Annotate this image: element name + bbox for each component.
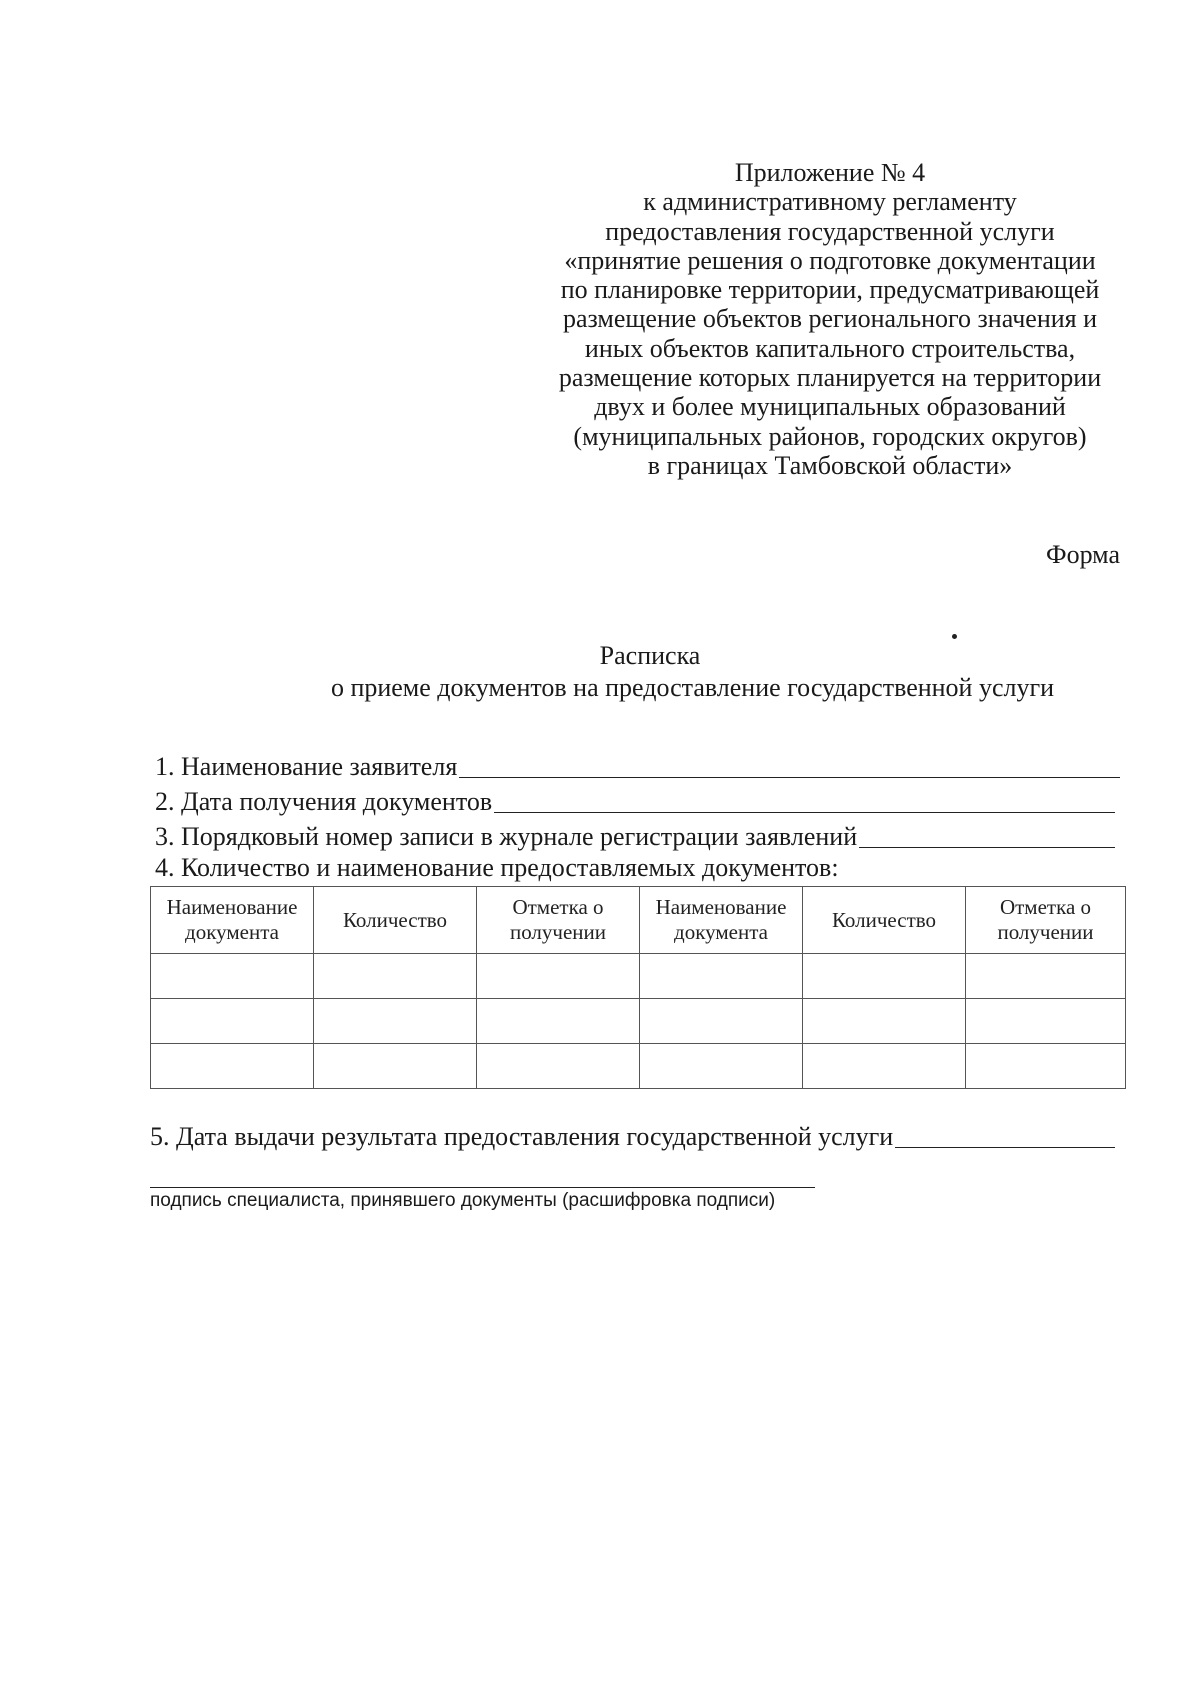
- signature-line[interactable]: [150, 1187, 815, 1188]
- receipt-title: Расписка: [599, 641, 701, 670]
- documents-table: [150, 886, 1126, 1089]
- table-cell[interactable]: [314, 999, 477, 1044]
- field-label: 4. Количество и наименование предоставляемых документов:: [155, 853, 839, 882]
- appendix-line: в границах Тамбовской области»: [647, 450, 1013, 480]
- appendix-line: Приложение № 4: [734, 158, 926, 187]
- field-result-date: [150, 1122, 1115, 1152]
- appendix-line: по планировке территории, предусматривающей: [560, 275, 1100, 305]
- signature-caption: подпись специалиста, принявшего документы (расшифровка подписи): [150, 1190, 776, 1211]
- table-cell[interactable]: [640, 954, 803, 999]
- column-header: Количество: [314, 887, 477, 954]
- table-cell[interactable]: [477, 954, 640, 999]
- table-header-row: [151, 887, 1126, 954]
- appendix-line: «принятие решения о подготовке документации: [564, 245, 1096, 275]
- table-cell[interactable]: [966, 999, 1126, 1044]
- field-journal-number: [155, 822, 1115, 852]
- appendix-header: [520, 158, 1140, 480]
- appendix-line: предоставления государственной услуги: [605, 216, 1055, 246]
- table-cell[interactable]: [803, 1044, 966, 1089]
- field-label: 3. Порядковый номер записи в журнале регистрации заявлений: [155, 822, 858, 851]
- field-label: 2. Дата получения документов: [155, 787, 493, 816]
- appendix-line: размещение которых планируется на территории: [558, 363, 1102, 393]
- table-cell[interactable]: [640, 999, 803, 1044]
- fill-line[interactable]: [895, 1147, 1115, 1148]
- table-cell[interactable]: [477, 999, 640, 1044]
- receipt-subtitle: о приеме документов на предоставление государственной услуги: [330, 673, 1055, 702]
- table-cell[interactable]: [314, 1044, 477, 1089]
- field-documents-list: [155, 853, 839, 883]
- table-cell[interactable]: [640, 1044, 803, 1089]
- column-header: Отметка о получении: [477, 887, 640, 954]
- appendix-line: (муниципальных районов, городских округов): [573, 421, 1087, 451]
- table-cell[interactable]: [151, 999, 314, 1044]
- column-header: Отметка о получении: [966, 887, 1126, 954]
- scan-dot: [952, 634, 957, 639]
- table-cell[interactable]: [966, 1044, 1126, 1089]
- appendix-line: размещение объектов регионального значения и: [562, 304, 1098, 334]
- column-header: Наименование документа: [640, 887, 803, 954]
- form-label: Форма: [1046, 540, 1120, 569]
- table-row: [151, 954, 1126, 999]
- table-cell[interactable]: [803, 954, 966, 999]
- appendix-line: двух и более муниципальных образований: [594, 392, 1066, 422]
- field-receipt-date: [155, 787, 1115, 817]
- appendix-line: иных объектов капитального строительства,: [584, 333, 1076, 363]
- field-label: 5. Дата выдачи результата предоставления государственной услуги: [150, 1122, 894, 1151]
- table-row: [151, 1044, 1126, 1089]
- field-applicant-name: [155, 752, 1120, 782]
- table-cell[interactable]: [314, 954, 477, 999]
- field-label: 1. Наименование заявителя: [155, 752, 458, 781]
- appendix-line: к административному регламенту: [643, 187, 1017, 217]
- column-header: Количество: [803, 887, 966, 954]
- table-cell[interactable]: [477, 1044, 640, 1089]
- fill-line[interactable]: [859, 846, 1115, 848]
- receipt-title-block: [150, 640, 1150, 704]
- fill-line[interactable]: [459, 776, 1120, 778]
- table-row: [151, 999, 1126, 1044]
- table-cell[interactable]: [151, 954, 314, 999]
- column-header: Наименование документа: [151, 887, 314, 954]
- table-cell[interactable]: [803, 999, 966, 1044]
- table-cell[interactable]: [151, 1044, 314, 1089]
- fill-line[interactable]: [494, 811, 1115, 813]
- table-cell[interactable]: [966, 954, 1126, 999]
